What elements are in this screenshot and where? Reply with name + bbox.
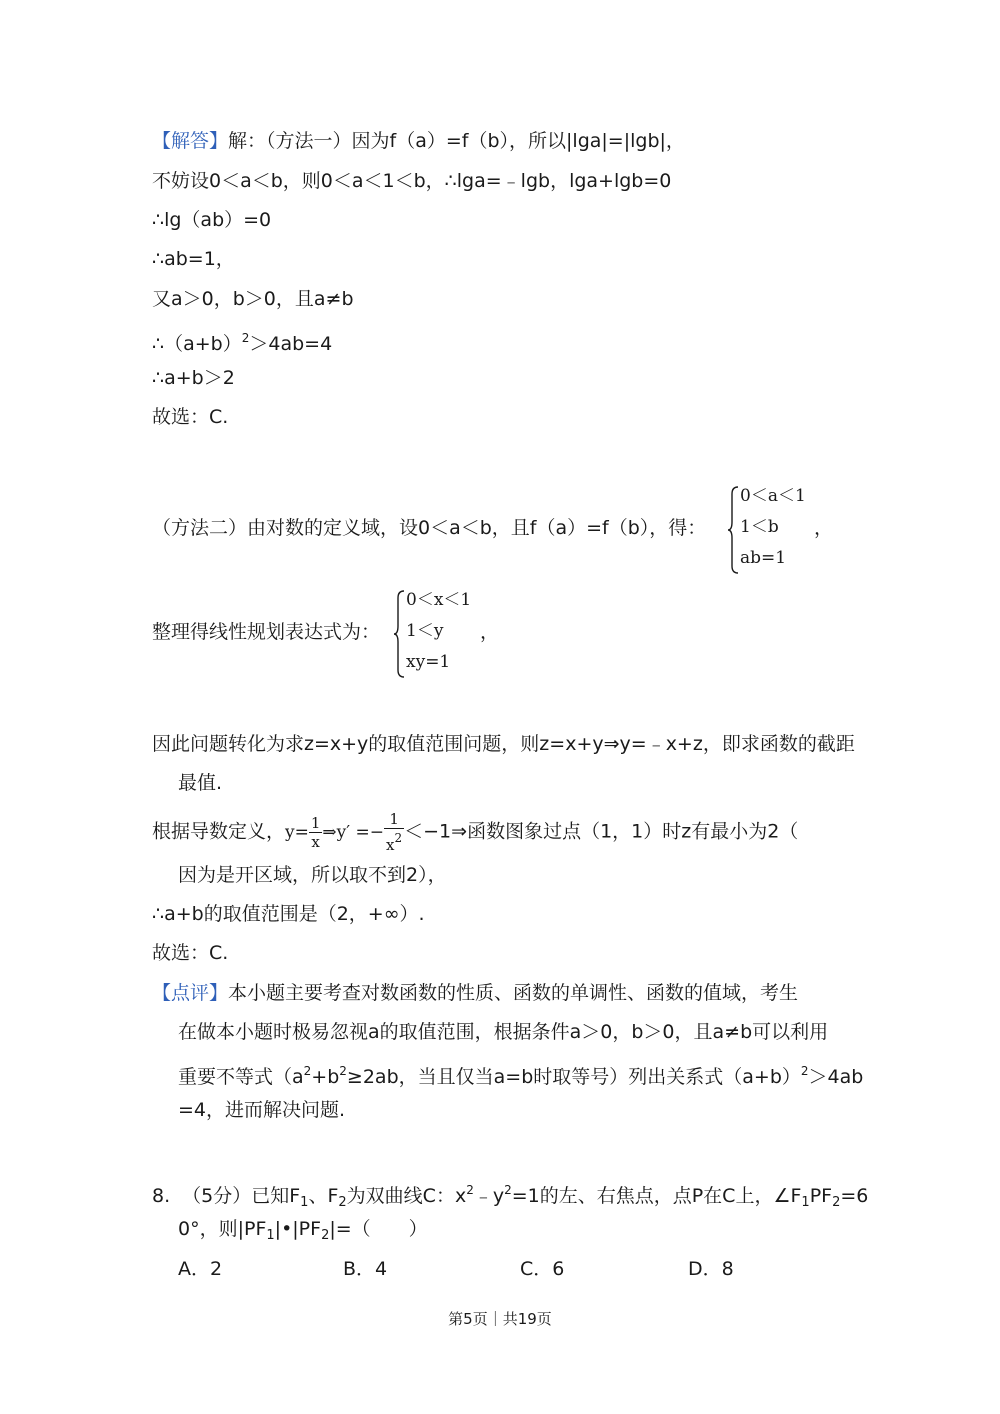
question-text: |•|PF — [274, 1218, 322, 1240]
question-8-line-2 — [178, 1217, 428, 1248]
system-1-tail: ， — [814, 517, 834, 539]
fraction-numerator: 1 — [384, 810, 404, 829]
system-2-row-1: 0＜x＜1 — [406, 590, 472, 610]
fraction-denominator — [384, 829, 404, 854]
derivative-mid: ⇒y′ =− — [322, 822, 385, 843]
system-2-row-3: xy=1 — [406, 652, 451, 672]
fraction-denominator: x — [311, 832, 320, 851]
fraction-1-over-x-squared — [384, 810, 404, 854]
derivative-line-2: 因为是开区域，所以取不到2）， — [178, 864, 447, 886]
denominator-base: x — [386, 836, 395, 854]
solution-line-6 — [152, 326, 332, 356]
option-d: D．8 — [688, 1258, 734, 1280]
fraction-1-over-x — [309, 814, 323, 851]
question-8-line-1 — [152, 1178, 868, 1215]
question-text: =6 — [840, 1185, 869, 1207]
subscript: 2 — [321, 1228, 330, 1243]
solution-text: 解：（方法一）因为f（a）=f（b），所以|lga|=|lgb|， — [228, 130, 685, 152]
left-brace-icon — [394, 590, 406, 678]
method2-intro: （方法二）由对数的定义域，设0＜a＜b，且f（a）=f（b），得： — [152, 517, 707, 539]
system-1-row-3: ab=1 — [740, 548, 787, 568]
subscript: 1 — [300, 1195, 309, 1210]
question-text: |=（ ） — [329, 1218, 428, 1240]
option-c: C．6 — [520, 1258, 565, 1280]
system-2-tail: ， — [480, 621, 500, 643]
method2-problem-line-1: 因此问题转化为求z=x+y的取值范围问题，则z=x+y⇒y=﹣x+z，即求函数的截距 — [152, 733, 855, 755]
derivative-suffix: ＜−1⇒函数图象过点（1，1）时z有最小为2（ — [404, 820, 799, 843]
method2-answer: 故选：C. — [152, 942, 229, 964]
derivative-line — [152, 810, 798, 854]
question-text: =1的左、右焦点，点P在C上，∠F — [511, 1185, 802, 1207]
comment-line-2: 在做本小题时极易忽视a的取值范围，根据条件a＞0，b＞0，且a≠b可以利用 — [178, 1021, 829, 1043]
subscript: 2 — [338, 1195, 347, 1210]
comment-line-1 — [152, 981, 798, 1005]
superscript: 2 — [504, 1183, 512, 1197]
derivative-y: y= — [285, 822, 309, 843]
superscript: 2 — [339, 1064, 347, 1078]
comment-text: ≥2ab，当且仅当a=b时取等号）列出关系式（a+b） — [346, 1066, 801, 1088]
subscript: 1 — [801, 1195, 810, 1210]
option-a: A．2 — [178, 1258, 223, 1280]
comment-text: 重要不等式（a — [178, 1066, 304, 1088]
subscript: 2 — [832, 1195, 841, 1210]
comment-line-4: =4，进而解决问题. — [178, 1099, 346, 1121]
method2-problem-line-2: 最值. — [178, 772, 223, 794]
page-footer: 第5页｜共19页 — [448, 1310, 552, 1328]
method2-transform: 整理得线性规划表达式为： — [152, 621, 381, 643]
comment-tag: 【点评】 — [152, 982, 229, 1004]
question-text: 0°，则|PF — [178, 1218, 267, 1240]
question-text: 、F — [308, 1185, 339, 1207]
question-text: 为双曲线C：x — [346, 1185, 467, 1207]
superscript: 2 — [800, 1064, 809, 1078]
derivative-prefix: 根据导数定义， — [152, 820, 286, 843]
comment-text: 本小题主要考查对数函数的性质、函数的单调性、函数的值域，考生 — [228, 982, 799, 1004]
solution-line-3: ∴lg（ab）=0 — [152, 209, 272, 231]
solution-tag: 【解答】 — [152, 130, 229, 152]
question-text: ﹣y — [473, 1185, 505, 1207]
superscript: 2 — [241, 331, 250, 345]
solution-line-5: 又a＞0，b＞0，且a≠b — [152, 288, 354, 310]
solution-text: ＞4ab=4 — [249, 333, 333, 355]
option-b: B．4 — [343, 1258, 388, 1280]
left-brace-icon — [728, 486, 740, 574]
solution-text: ∴（a+b） — [152, 333, 242, 355]
range-line: ∴a+b的取值范围是（2，+∞）. — [152, 903, 425, 925]
solution-line-4: ∴ab=1， — [152, 248, 235, 270]
comment-text: +b — [311, 1066, 340, 1088]
solution-line-8: 故选：C. — [152, 406, 229, 428]
superscript: 2 — [303, 1064, 312, 1078]
comment-line-3 — [178, 1059, 863, 1089]
solution-line-7: ∴a+b＞2 — [152, 367, 235, 389]
subscript: 1 — [266, 1228, 275, 1243]
question-text: PF — [809, 1185, 833, 1207]
superscript: 2 — [394, 831, 403, 845]
system-2-row-2: 1＜y — [406, 621, 444, 641]
question-number: 8. — [152, 1185, 171, 1207]
solution-line-1 — [152, 129, 685, 153]
system-1-row-2: 1＜b — [740, 517, 779, 537]
system-1-row-1: 0＜a＜1 — [740, 486, 806, 506]
question-text: （5分）已知F — [182, 1185, 301, 1207]
comment-text: ＞4ab — [808, 1066, 864, 1088]
fraction-numerator: 1 — [310, 813, 321, 832]
solution-line-2: 不妨设0＜a＜b，则0＜a＜1＜b，∴lga=﹣lgb，lga+lgb=0 — [152, 170, 672, 192]
superscript: 2 — [466, 1183, 474, 1197]
